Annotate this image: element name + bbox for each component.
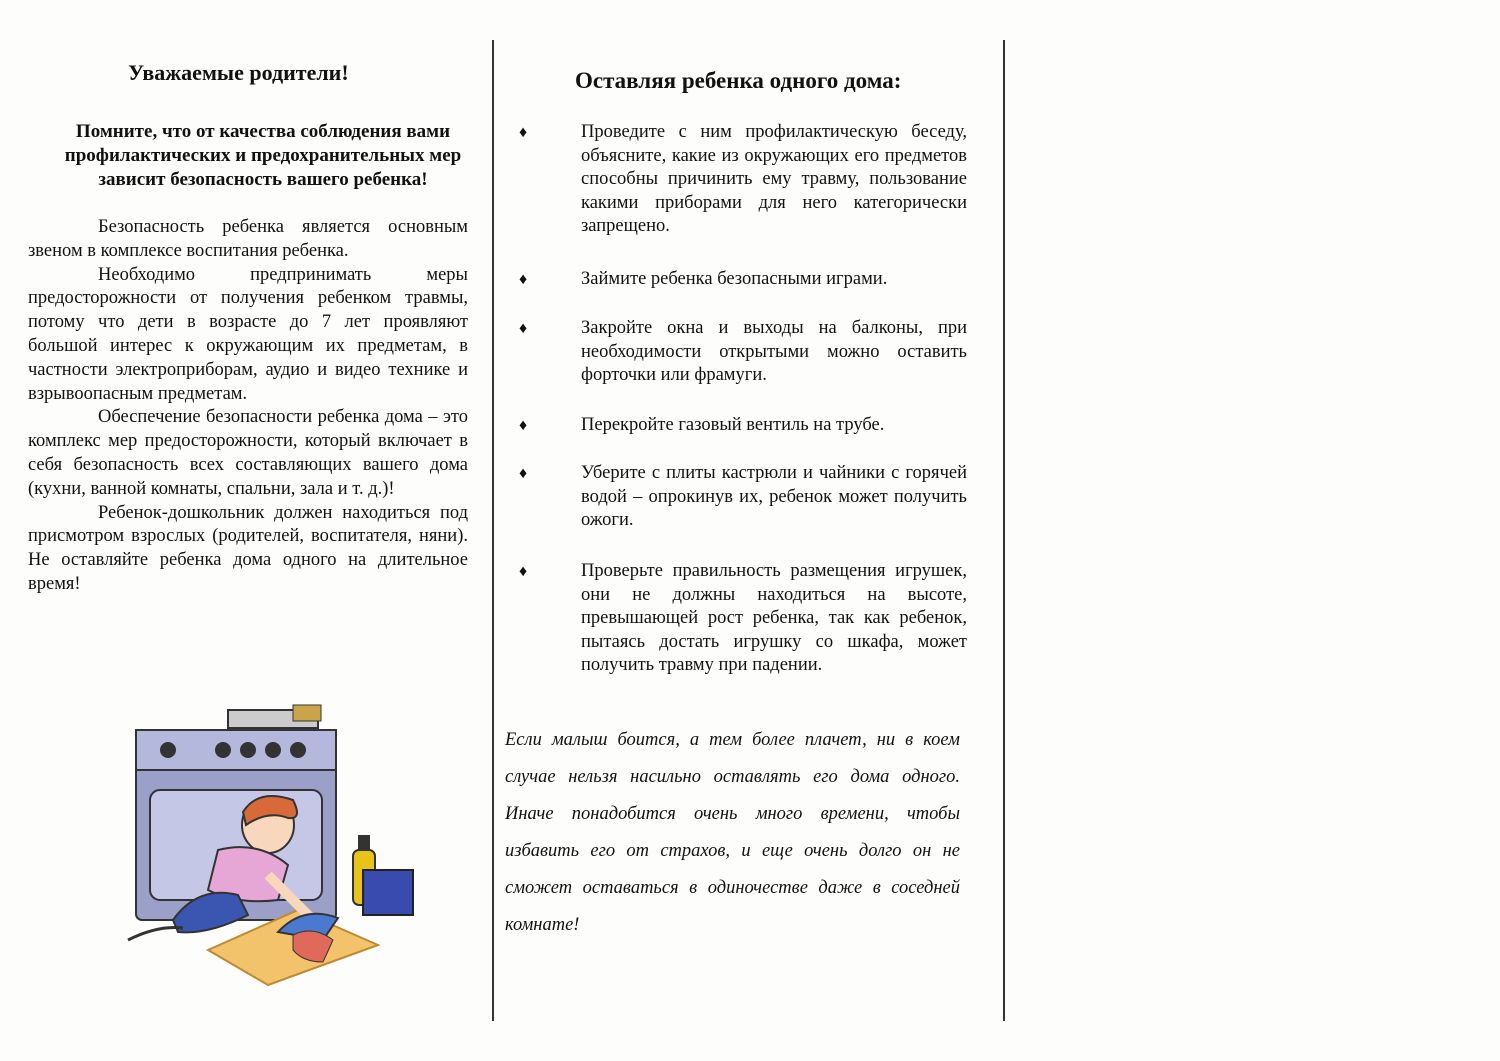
intro-text xyxy=(28,216,468,597)
paragraph: Необходимо предпринимать меры предосторожности от получения ребенком травмы, потому что дети в возрасте до 7 лет проявляют большой интерес к окружающим их предметам, в частности электроприборам, аудио и видео технике и взрывоопасным предметам. xyxy=(28,264,468,404)
list-item: ♦ Закройте окна и выходы на балконы, при необходимости открытыми можно оставить форточки или фрамуги. xyxy=(581,317,967,388)
list-item: ♦ Перекройте газовый вентиль на трубе. xyxy=(581,414,967,438)
safety-note: Помните, что от качества соблюдения вами профилактических и предохранительных мер зависит безопасность вашего ребенка! xyxy=(64,121,462,190)
greeting-heading: Уважаемые родители! xyxy=(128,60,349,85)
home-alone-heading: Оставляя ребенка одного дома: xyxy=(575,68,902,93)
paragraph: Ребенок-дошкольник должен находиться под присмотром взрослых (родителей, воспитателя, няни). Не оставляйте ребенка дома одного на длительное время! xyxy=(28,502,468,594)
paragraph: Безопасность ребенка является основным звеном в комплексе воспитания ребенка. xyxy=(28,217,468,261)
list-item: ♦ Проведите с ним профилактическую беседу, объясните, какие из окружающих его предметов способны причинить ему травму, пользование какими приборами для него категорически запрещено. xyxy=(581,121,967,239)
girl-ironing-illustration xyxy=(88,700,458,990)
list-item: ♦ Займите ребенка безопасными играми. xyxy=(581,268,967,292)
warning-italic-text: Если малыш боится, а тем более плачет, ни в коем случае нельзя насильно оставлять его дома одного. Иначе понадобится очень много времени, чтобы избавить его от страхов, и еще очень долго он не сможет оставаться в одиночестве даже в соседней комнате! xyxy=(505,730,960,935)
paragraph: Обеспечение безопасности ребенка дома – это комплекс мер предосторожности, который включает в себя безопасность всех составляющих вашего дома (кухни, ванной комнаты, спальни, зала и т. д.)! xyxy=(28,407,468,499)
fold-line-left xyxy=(492,40,494,1021)
list-item: ♦ Уберите с плиты кастрюли и чайники с горячей водой – опрокинув их, ребенок может получить ожоги. xyxy=(581,462,967,533)
fold-line-right xyxy=(1003,40,1005,1021)
list-item: ♦ Проверьте правильность размещения игрушек, они не должны находиться на высоте, превышающей рост ребенка, так как ребенок, пытаясь достать игрушку со шкафа, может получить травму при падении. xyxy=(581,560,967,678)
